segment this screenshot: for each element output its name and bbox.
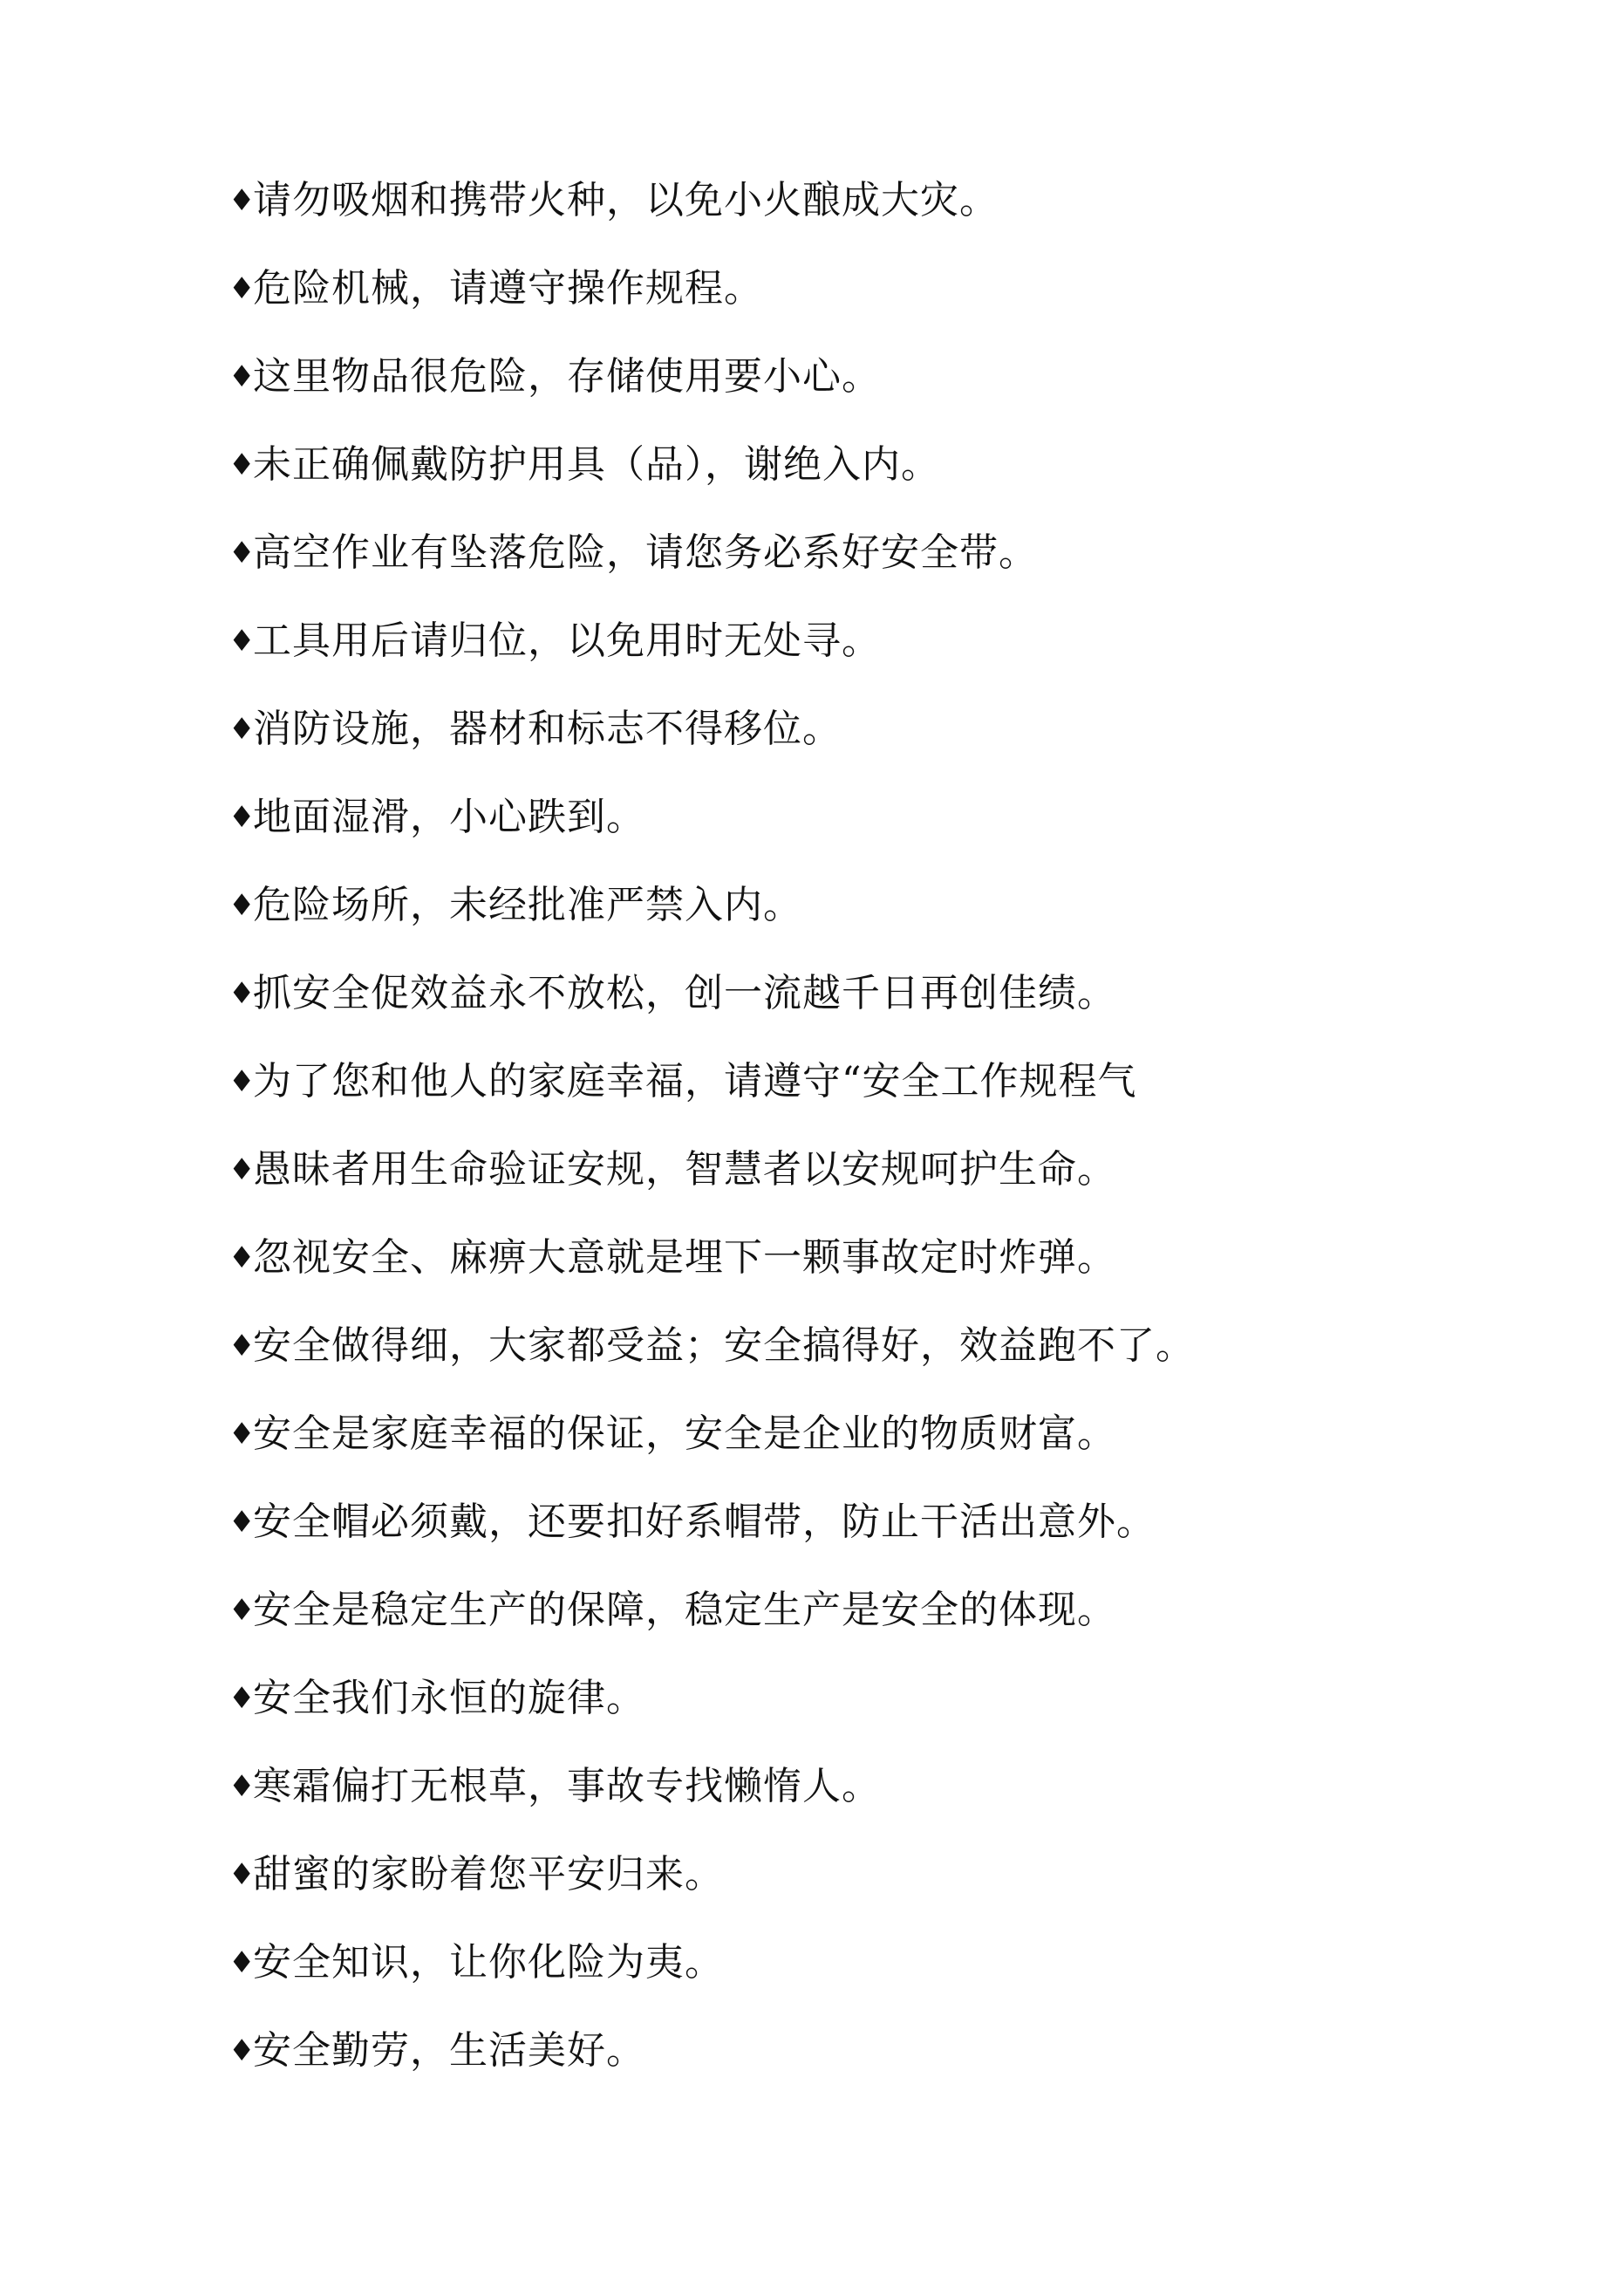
- list-item: [228, 791, 1537, 879]
- diamond-bullet-icon: ♦: [228, 359, 256, 394]
- diamond-bullet-icon: ♦: [228, 712, 256, 747]
- diamond-bullet-icon: ♦: [228, 1681, 256, 1716]
- list-item: [228, 1144, 1537, 1232]
- list-item: [228, 1056, 1537, 1144]
- slogan-text: 忽视安全、麻痹大意就是埋下一颗事故定时炸弹。: [253, 1235, 1116, 1280]
- slogan-text: 安全我们永恒的旋律。: [253, 1676, 645, 1720]
- list-item: [228, 1672, 1537, 1760]
- slogan-text: 为了您和他人的家庭幸福，请遵守“安全工作规程气: [253, 1059, 1137, 1104]
- diamond-bullet-icon: ♦: [228, 536, 256, 571]
- list-item: [228, 879, 1537, 967]
- list-item: [228, 967, 1537, 1056]
- diamond-bullet-icon: ♦: [228, 976, 256, 1011]
- diamond-bullet-icon: ♦: [228, 271, 256, 306]
- slogan-text: 安全是家庭幸福的保证，安全是企业的物质财富。: [253, 1411, 1116, 1456]
- slogan-text: 未正确佩戴防护用具（品），谢绝入内。: [253, 442, 940, 487]
- slogan-text: 这里物品很危险，存储使用要小心。: [253, 354, 881, 399]
- slogan-text: 地面湿滑，小心跌到。: [253, 795, 645, 839]
- slogan-text: 危险场所，未经批准严禁入内。: [253, 883, 802, 927]
- diamond-bullet-icon: ♦: [228, 888, 256, 923]
- list-item: [228, 439, 1537, 527]
- diamond-bullet-icon: ♦: [228, 183, 256, 218]
- diamond-bullet-icon: ♦: [228, 1152, 256, 1187]
- list-item: [228, 1584, 1537, 1672]
- slogan-text: 抓安全促效益永不放松，创一流越千日再创佳绩。: [253, 971, 1116, 1015]
- diamond-bullet-icon: ♦: [228, 1769, 256, 1804]
- slogan-list: [228, 174, 1537, 2113]
- slogan-text: 寒霜偏打无根草，事故专找懒惰人。: [253, 1764, 881, 1808]
- slogan-text: 安全勤劳，生活美好。: [253, 2028, 645, 2073]
- list-item: [228, 1232, 1537, 1320]
- diamond-bullet-icon: ♦: [228, 1945, 256, 1980]
- list-item: [228, 1848, 1537, 1937]
- slogan-text: 安全知识，让你化险为夷。: [253, 1940, 724, 1985]
- slogan-text: 愚昧者用生命验证安规，智慧者以安规呵护生命。: [253, 1147, 1116, 1192]
- list-item: [228, 351, 1537, 439]
- diamond-bullet-icon: ♦: [228, 1329, 256, 1363]
- list-item: [228, 1408, 1537, 1496]
- list-item: [228, 1760, 1537, 1848]
- slogan-text: 安全帽必须戴，还要扣好系帽带，防止干活出意外。: [253, 1500, 1156, 1544]
- diamond-bullet-icon: ♦: [228, 1505, 256, 1540]
- list-item: [228, 615, 1537, 703]
- list-item: [228, 1496, 1537, 1584]
- list-item: [228, 263, 1537, 351]
- diamond-bullet-icon: ♦: [228, 1240, 256, 1275]
- diamond-bullet-icon: ♦: [228, 2033, 256, 2068]
- slogan-text: 高空作业有坠落危险，请您务必系好安全带。: [253, 530, 1038, 575]
- list-item: [228, 527, 1537, 615]
- list-item: [228, 174, 1537, 263]
- diamond-bullet-icon: ♦: [228, 1417, 256, 1452]
- slogan-text: 甜蜜的家盼着您平安归来。: [253, 1852, 724, 1896]
- slogan-text: 安全做得细，大家都受益；安全搞得好，效益跑不了。: [253, 1323, 1195, 1368]
- slogan-text: 消防设施，器材和标志不得移位。: [253, 707, 842, 751]
- diamond-bullet-icon: ♦: [228, 1857, 256, 1892]
- diamond-bullet-icon: ♦: [228, 624, 256, 659]
- list-item: [228, 703, 1537, 791]
- list-item: [228, 2025, 1537, 2113]
- diamond-bullet-icon: ♦: [228, 800, 256, 835]
- list-item: [228, 1937, 1537, 2025]
- diamond-bullet-icon: ♦: [228, 1593, 256, 1628]
- diamond-bullet-icon: ♦: [228, 1064, 256, 1099]
- list-item: [228, 1320, 1537, 1408]
- diamond-bullet-icon: ♦: [228, 448, 256, 482]
- slogan-text: 危险机械，请遵守操作规程。: [253, 266, 763, 311]
- slogan-text: 请勿吸烟和携带火种，以免小火酿成大灾。: [253, 178, 999, 222]
- slogan-text: 工具用后请归位，以免用时无处寻。: [253, 618, 881, 663]
- slogan-text: 安全是稳定生产的保障，稳定生产是安全的体现。: [253, 1588, 1116, 1632]
